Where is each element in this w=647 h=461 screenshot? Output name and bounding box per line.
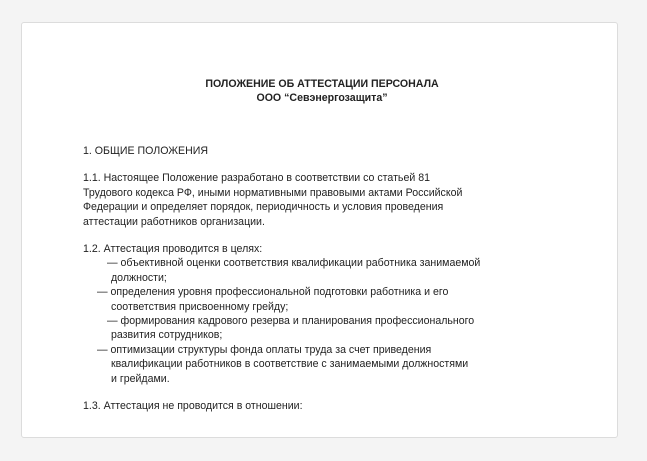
list-item-line: квалификации работников в соответствие с занимаемыми должностями	[111, 358, 469, 371]
paragraph-1-1	[83, 171, 513, 229]
title-line-1: ПОЛОЖЕНИЕ ОБ АТТЕСТАЦИИ ПЕРСОНАЛА	[205, 78, 439, 90]
paragraph-line: аттестации работников организации.	[83, 215, 265, 228]
paragraph-line: 1.1. Настоящее Положение разработано в соответствии со статьей 81	[83, 172, 430, 185]
list-item-line: — объективной оценки соответствия квалификации работника занимаемой	[107, 257, 481, 270]
paragraph-line: 1.3. Аттестация не проводится в отношении:	[83, 400, 303, 413]
list-item-line: развития сотрудников;	[111, 329, 223, 342]
list-item-line: должности;	[111, 271, 167, 284]
document-body	[83, 78, 503, 414]
list-item-line: и грейдами.	[111, 372, 170, 385]
list-item-line: — определения уровня профессиональной подготовки работника и его	[97, 286, 449, 299]
paragraph-intro: 1.2. Аттестация проводится в целях:	[83, 243, 263, 256]
list-item-line: соответствия присвоенному грейду;	[111, 300, 289, 313]
paragraph-line: Трудового кодекса РФ, иными нормативными правовыми актами Российской	[83, 186, 463, 199]
section-heading: 1. ОБЩИЕ ПОЛОЖЕНИЯ	[83, 145, 208, 157]
list-item	[83, 314, 513, 343]
list-item-line: — оптимизации структуры фонда оплаты труда за счет приведения	[97, 343, 432, 356]
title-line-2: ООО “Севэнергозащита”	[256, 91, 388, 104]
paragraph-line: Федерации и определяет порядок, периодичность и условия проведения	[83, 201, 444, 214]
list-item	[83, 343, 513, 386]
paragraph-1-2	[83, 242, 513, 386]
paragraph-1-3	[83, 399, 513, 413]
list-item	[83, 285, 513, 314]
list-item	[83, 256, 513, 285]
document-page	[21, 22, 618, 438]
list-item-line: — формирования кадрового резерва и планирования профессионального	[107, 315, 475, 328]
document-title	[83, 78, 561, 105]
